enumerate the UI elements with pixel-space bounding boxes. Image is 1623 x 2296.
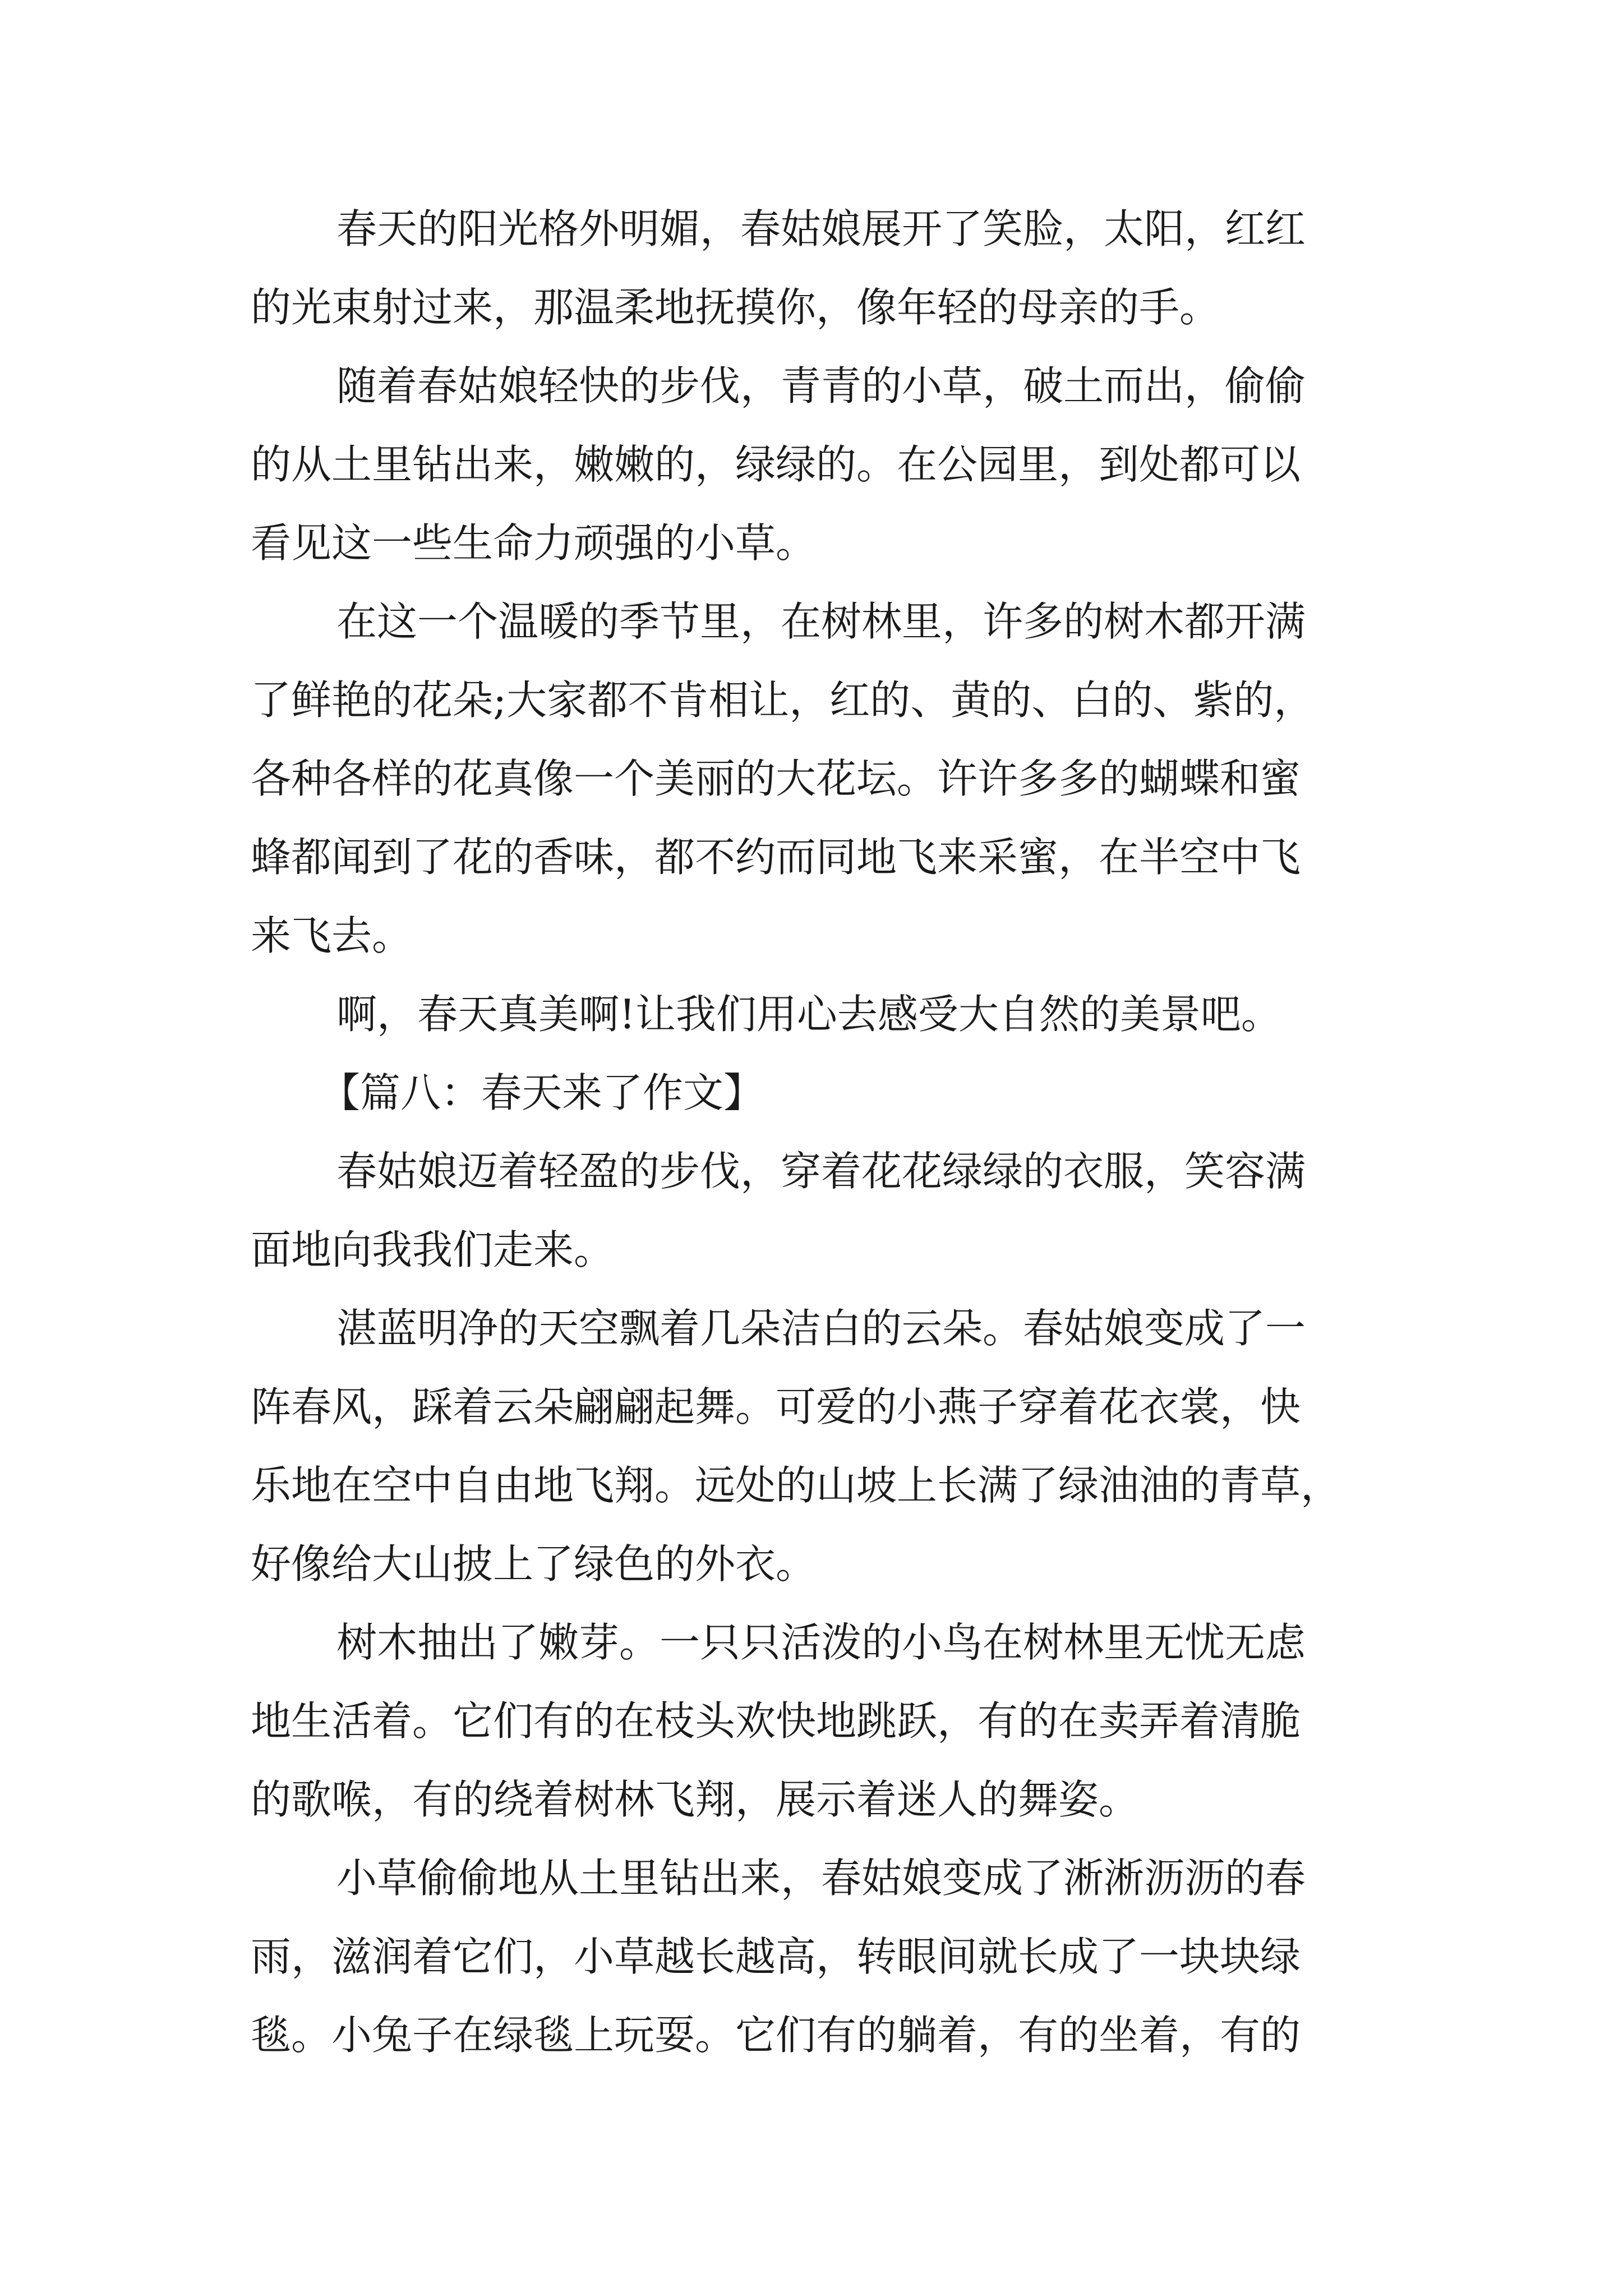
paragraph-text: 蜂都闻到了花的香味，都不约而同地飞来采蜜，在半空中飞	[251, 834, 1301, 881]
text-line	[0, 1609, 1623, 1676]
text-line	[0, 588, 1623, 655]
paragraph-text: 面地向我我们走来。	[251, 1226, 615, 1273]
paragraph-text: 湛蓝明净的天空飘着几朵洁白的云朵。春姑娘变成了一	[336, 1305, 1306, 1352]
paragraph-text: 的从土里钻出来，嫩嫩的，绿绿的。在公园里，到处都可以	[251, 441, 1301, 488]
paragraph-text: 在这一个温暖的季节里，在树林里，许多的树木都开满	[336, 598, 1306, 645]
text-line	[0, 1844, 1623, 1912]
text-line	[0, 666, 1623, 734]
text-line	[0, 1530, 1623, 1598]
text-line	[0, 2001, 1623, 2069]
paragraph-text: 看见这一些生命力顽强的小草。	[251, 519, 817, 567]
text-line	[0, 1216, 1623, 1283]
text-line	[0, 745, 1623, 812]
text-line	[0, 1138, 1623, 1205]
paragraph-text: 了鲜艳的花朵;大家都不肯相让，红的、黄的、白的、紫的，	[251, 677, 1315, 724]
paragraph-text: 春天的阳光格外明媚，春姑娘展开了笑脸，太阳，红红	[336, 205, 1306, 252]
text-line	[0, 509, 1623, 577]
text-line	[0, 352, 1623, 420]
paragraph-text: 来飞去。	[251, 912, 413, 959]
text-line	[0, 1923, 1623, 1990]
paragraph-text: 春姑娘迈着轻盈的步伐，穿着花花绿绿的衣服，笑容满	[336, 1148, 1306, 1195]
text-line	[0, 195, 1623, 263]
paragraph-text: 随着春姑娘轻快的步伐，青青的小草，破土而出，偷偷	[336, 362, 1306, 409]
text-line	[0, 1295, 1623, 1362]
paragraph-text: 树木抽出了嫩芽。一只只活泼的小鸟在树林里无忧无虑	[336, 1619, 1306, 1666]
text-line	[0, 1373, 1623, 1441]
paragraph-text: 各种各样的花真像一个美丽的大花坛。许许多多的蝴蝶和蜜	[251, 755, 1301, 802]
paragraph-text: 好像给大山披上了绿色的外衣。	[251, 1540, 817, 1588]
paragraph-text: 的光束射过来，那温柔地抚摸你，像年轻的母亲的手。	[251, 284, 1220, 331]
paragraph-text: 的歌喉，有的绕着树林飞翔，展示着迷人的舞姿。	[251, 1776, 1140, 1823]
text-line	[0, 823, 1623, 891]
text-line	[0, 902, 1623, 969]
section-heading	[0, 1059, 1623, 1126]
text-line	[0, 274, 1623, 341]
paragraph-text: 雨，滋润着它们，小草越长越高，转眼间就长成了一块块绿	[251, 1933, 1301, 1980]
paragraph-text: 乐地在空中自由地飞翔。远处的山坡上长满了绿油油的青草，	[251, 1462, 1341, 1509]
text-line	[0, 981, 1623, 1048]
paragraph-text: 毯。小兔子在绿毯上玩耍。它们有的躺着，有的坐着，有的	[251, 2012, 1301, 2059]
paragraph-text: 小草偷偷地从土里钻出来，春姑娘变成了淅淅沥沥的春	[336, 1855, 1306, 1902]
text-line	[0, 1452, 1623, 1519]
paragraph-text: 地生活着。它们有的在枝头欢快地跳跃，有的在卖弄着清脆	[251, 1697, 1301, 1745]
text-line	[0, 1687, 1623, 1755]
text-line	[0, 431, 1623, 498]
text-line	[0, 1766, 1623, 1833]
paragraph-text: 啊，春天真美啊!让我们用心去感受大自然的美景吧。	[336, 991, 1281, 1038]
section-heading-text: 【篇八：春天来了作文】	[320, 1069, 764, 1116]
paragraph-text: 阵春风，踩着云朵翩翩起舞。可爱的小燕子穿着花衣裳，快	[251, 1383, 1301, 1430]
